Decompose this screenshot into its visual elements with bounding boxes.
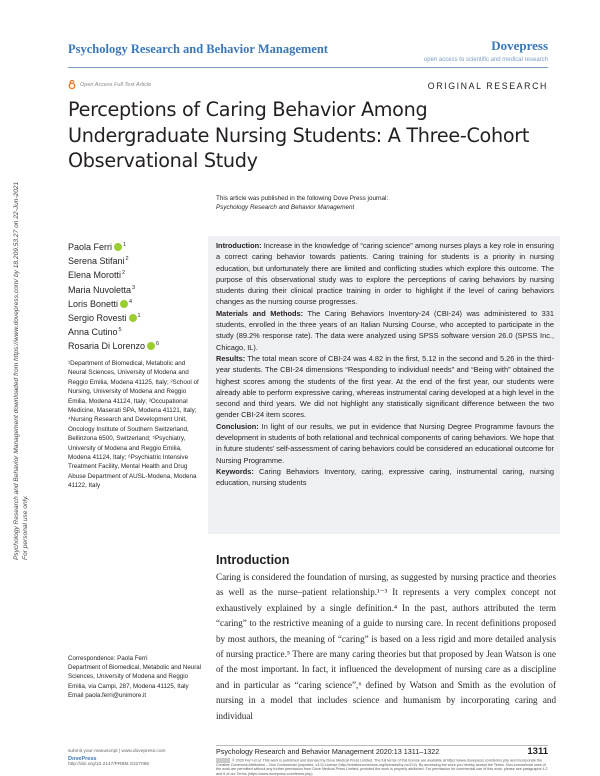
author-item [68, 297, 159, 311]
open-access-badge [68, 80, 151, 89]
author-item [68, 240, 159, 254]
article-title: Perceptions of Caring Behavior Among Undergraduate Nursing Students: A Three-Cohort Observational Study [68, 98, 530, 172]
personal-use-notice: For personal use only. [22, 495, 29, 560]
abstract-results-text: The total mean score of CBI-24 was 4.82 in the first, 5.12 in the second and 5.26 in the third-year students. The CBI-24 dimensions “Responding to individual needs” and “Being with” obtained the highest scores among the students of the first year. At the end of the first year, our students were already able to perform expressive caring, whereas instrumental caring developed at a high level in the second and third years. We did not highlight any statistically significant difference between the two gender CBI-24 item scores. [216, 353, 554, 420]
orcid-icon[interactable] [147, 342, 155, 350]
abstract-introduction [216, 240, 554, 308]
affiliations: ¹Department of Biomedical, Metabolic and Neural Sciences, University of Modena and Reggio Emilia, Modena 41125, Italy; ²School of Nursing, University of Modena and Reggio Emilia, Modena 41124, Italy; ³Occupational Medicine, Maserati SPA, Modena 41121, Italy; ⁴Nursing Research and Development Unit, Oncology Institute of Southern Switzerland, Bellinzona 6500, Switzerland; ⁵Psychiatry, University of Modena and Reggio Emilia, Modena 41124, Italy; ⁶Psychiatric Intensive Treatment Facility, Mental Health and Drug Abuse Department of AUSL-Modena, Modena 41122, Italy [68, 360, 199, 490]
dovepress-logo: DovePress [68, 755, 97, 762]
published-journal[interactable]: Psychology Research and Behavior Management [216, 204, 355, 211]
correspondence-email[interactable]: Email paola.ferri@unimore.it [68, 691, 147, 699]
article-type: ORIGINAL RESEARCH [427, 81, 548, 91]
published-note-text: This article was published in the following Dove Press journal: [216, 195, 389, 202]
download-notice: Psychology Research and Behavior Management downloaded from https://www.dovepress.com/ by 18.209.53.27 on 22-Jun-2021 [13, 181, 20, 560]
author-name: Paola Ferri [68, 242, 113, 252]
author-name: Loris Bonetti [68, 298, 119, 309]
author-affiliation-ref: 5 [118, 327, 122, 334]
abstract-results-label: Results: [216, 353, 246, 363]
author-item [68, 268, 159, 282]
abstract-intro-label: Introduction: [216, 241, 262, 250]
abstract-methods [216, 308, 554, 353]
orcid-icon[interactable] [129, 314, 137, 322]
author-affiliation-ref: 2 [122, 270, 126, 277]
publisher-brand [424, 38, 548, 63]
orcid-icon[interactable] [120, 300, 128, 308]
footer-citation: Psychology Research and Behavior Management 2020:13 1311–1322 [216, 747, 440, 756]
abstract-keywords-label: Keywords: [216, 466, 254, 476]
publisher-tagline: open access to scientific and medical research [423, 57, 548, 63]
abstract-conclusion-label: Conclusion: [216, 421, 259, 431]
author-affiliation-ref: 6 [156, 341, 160, 348]
author-item [68, 283, 159, 297]
author-name: Rosaria Di Lorenzo [68, 341, 146, 352]
abstract-conclusion-text: In light of our results, we put in evidence that Nursing Degree Programme favours the development in students of both relational and technical components of caring behaviors. We hope that in future students’ self-assessment of caring behaviors could be considered an educational outcome for Nursing Programme. [216, 421, 554, 465]
footer-left [68, 749, 188, 769]
page-number: 1311 [527, 746, 548, 757]
correspondence-address: Department of Biomedical, Metabolic and Neural Sciences, University of Modena and Reggio Emilia, via Campi, 287, Modena 41125, Italy [68, 664, 202, 690]
abstract [216, 240, 554, 489]
abstract-keywords-text: Caring Behaviors Inventory, caring, expressive caring, instrumental caring, nursing education, nursing students [216, 466, 554, 488]
author-affiliation-ref: 1 [137, 312, 141, 319]
introduction-body: Caring is considered the foundation of nursing, as suggested by nursing practice and theories as well as the nurse–patient relationship.¹⁻³ It represents a very complex concept not exhaustively explained by a single definition.⁴ In the past, authors attributed the term “caring” to the restrictive meaning of a guide to nursing care. In recent definitions proposed by most authors, the meaning of “caring” is based on a less rigid and more detailed analysis of nursing practice.⁵ There are many caring theories but that proposed by Jean Watson is one of the most important. In fact, it influenced the development of nursing care as a discipline and in particular as “caring science”,⁶ defined by Watson and Smith as the evolution of nursing in a model that includes science and humanism by incorporating caring and individual [216, 572, 556, 721]
author-item [68, 311, 159, 325]
author-item [68, 325, 159, 339]
author-name: Maria Nuvoletta [68, 284, 132, 295]
orcid-icon[interactable] [114, 243, 122, 251]
author-name: Sergio Rovesti [68, 312, 127, 323]
abstract-methods-label: Materials and Methods: [216, 308, 304, 318]
license-notice [216, 758, 548, 776]
author-affiliation-ref: 1 [123, 242, 127, 248]
footer-divider [216, 745, 548, 746]
author-item [68, 254, 159, 268]
abstract-keywords [216, 466, 554, 489]
header-divider [68, 67, 548, 68]
abstract-methods-text: The Caring Behaviors Inventory-24 (CBI-24) was administered to 331 students, enrolled in the three years of an Italian Nursing Course, who accepted to participate in the study (89.2% response rate). The data were analyzed using SPSS software version 26.0 (SPSS Inc., Chicago, IL). [216, 308, 554, 352]
author-list [68, 240, 159, 354]
abstract-conclusion [216, 421, 554, 466]
author-affiliation-ref: 2 [125, 256, 129, 263]
publisher-name[interactable]: Dovepress [491, 38, 548, 53]
author-name: Anna Cutino [68, 327, 118, 338]
section-heading-introduction: Introduction [216, 553, 290, 567]
license-text: © 2020 Ferri et al. This work is published and licensed by Dove Medical Press Limited. The full terms of this license are available at https://www.dovepress.com/terms.php and incorporate the Creative Commons Attribution – Non Commercial (unported, v3.0) License (http://creativecommons.org/licenses/by-nc/3.0/). By accessing the work you hereby accept the Terms. Non-commercial uses of the work are permitted without any further permission from Dove Medical Press Limited, provided the work is properly attributed. For permission for commercial use of this work, please see paragraphs 4.2 and 5 of our Terms (https://www.dovepress.com/terms.php). [216, 758, 548, 776]
download-watermark [4, 120, 38, 560]
author-affiliation-ref: 3 [132, 284, 136, 291]
author-name: Elena Morotti [68, 270, 122, 281]
published-note [216, 194, 388, 212]
abstract-intro-text: Increase in the knowledge of “caring science” among nurses plays a key role in ensuring a correct caring behavior towards patients. Caring training for students is a priority in nursing education, but unfortunately there are limited and conflicting studies which explore this outcome. The purpose of this observational study was to explore the perceptions of caring behaviors by nursing students during their clinical practice training in order to highlight if the level of caring behaviors changes as the nursing course progresses. [216, 241, 554, 307]
submit-link[interactable]: submit your manuscript | www.dovepress.com [68, 749, 166, 754]
correspondence-label: Correspondence: Paola Ferri [68, 655, 148, 662]
open-access-label: Open Access Full Text Article [80, 81, 152, 88]
correspondence [68, 654, 208, 700]
author-name: Serena Stifani [68, 256, 125, 267]
author-item [68, 339, 159, 353]
open-access-icon [68, 80, 76, 89]
doi-link[interactable]: http://doi.org/10.2147/PRBM.S327066 [68, 762, 150, 767]
author-affiliation-ref: 4 [129, 298, 133, 305]
journal-name: Psychology Research and Behavior Management [68, 42, 328, 56]
abstract-results [216, 353, 554, 421]
